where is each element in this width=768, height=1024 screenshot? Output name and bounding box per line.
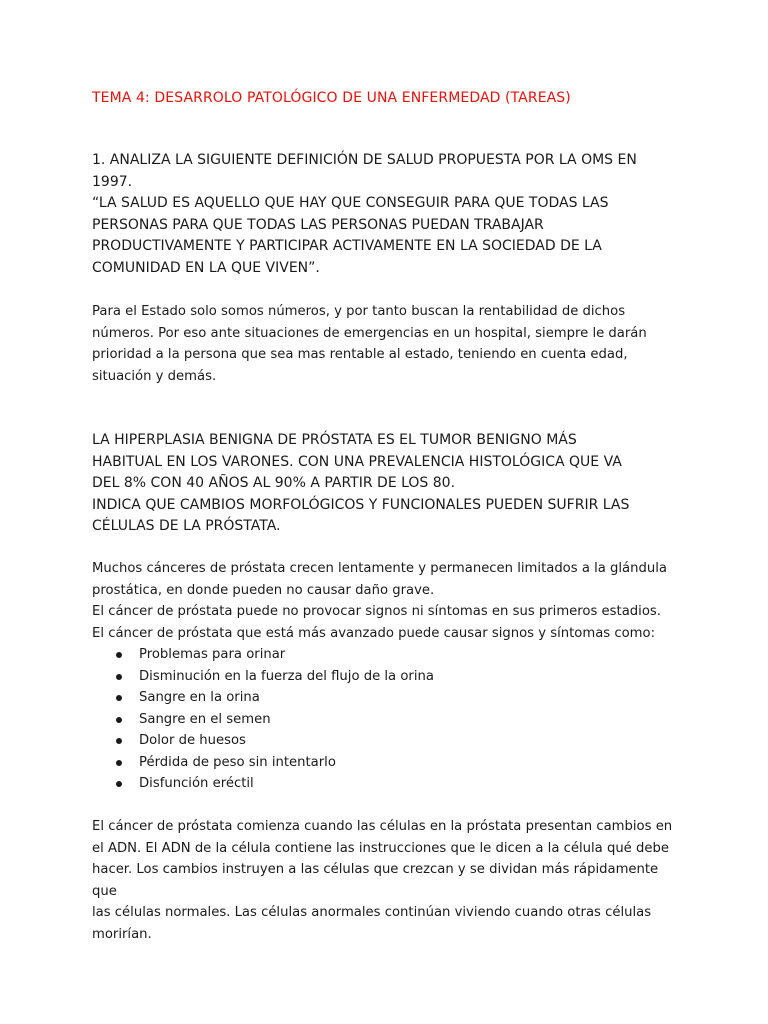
bullet-icon [116,674,122,680]
answer-2-line: prostática, en donde pueden no causar daño grave. [92,582,435,598]
symptom-text: Problemas para orinar [139,647,286,662]
answer-2-closing-line: morirían. [92,926,152,942]
answer-1-line: prioridad a la persona que sea mas rentable al estado, teniendo en cuenta edad, [92,347,628,363]
list-item [92,730,434,752]
list-item [92,773,434,795]
symptom-text: Pérdida de peso sin intentarlo [139,754,336,770]
bullet-icon [116,738,122,744]
question-1-line: 1. ANALIZA LA SIGUIENTE DEFINICIÓN DE SALUD PROPUESTA POR LA OMS EN [92,152,637,168]
question-2-line: DEL 8% CON 40 AÑOS AL 90% A PARTIR DE LOS 80. [92,475,456,492]
question-2-line: INDICA QUE CAMBIOS MORFOLÓGICOS Y FUNCIONALES PUEDEN SUFRIR LAS [92,496,630,513]
symptom-text: Disfunción eréctil [139,776,254,791]
question-2-line: CÉLULAS DE LA PRÓSTATA. [92,518,281,535]
answer-2-closing-line: las células normales. Las células anormales continúan viviendo cuando otras células [92,905,652,921]
question-1-line: 1997. [92,173,133,190]
bullet-icon [116,717,122,723]
symptom-list [92,644,434,795]
answer-1-line: situación y demás. [92,368,217,384]
question-2-line: HABITUAL EN LOS VARONES. CON UNA PREVALENCIA HISTOLÓGICA QUE VA [92,453,622,470]
bullet-icon [116,781,122,787]
answer-2-line: Muchos cánceres de próstata crecen lentamente y permanecen limitados a la glándula [92,561,667,576]
list-item [92,644,434,666]
question-2-line: LA HIPERPLASIA BENIGNA DE PRÓSTATA ES EL TUMOR BENIGNO MÁS [92,432,577,448]
bullet-icon [116,760,122,766]
symptom-text: Sangre en el semen [139,711,271,727]
question-1-line: COMUNIDAD EN LA QUE VIVEN”. [92,259,320,276]
question-1 [92,150,652,280]
list-item [92,709,434,731]
answer-1 [92,301,680,387]
list-item [92,752,434,774]
answer-1-line: números. Por eso ante situaciones de emergencias en un hospital, siempre le darán [92,325,647,341]
answer-2-closing-line: El cáncer de próstata comienza cuando las células en la próstata presentan cambios en [92,819,673,834]
question-1-line: PRODUCTIVAMENTE Y PARTICIPAR ACTIVAMENTE EN LA SOCIEDAD DE LA [92,238,602,255]
question-2 [92,430,652,538]
answer-2-line: El cáncer de próstata puede no provocar signos ni síntomas en sus primeros estadios. [92,604,661,620]
list-item [92,687,434,709]
answer-2-closing-line: hacer. Los cambios instruyen a las células que crezcan y se dividan más rápidamente que [92,862,659,899]
list-item [92,666,434,688]
question-1-line: “LA SALUD ES AQUELLO QUE HAY QUE CONSEGUIR PARA QUE TODAS LAS [92,195,609,212]
answer-2-line: El cáncer de próstata que está más avanzado puede causar signos y síntomas como: [92,625,656,641]
symptom-text: Sangre en la orina [139,690,260,705]
symptom-text: Disminución en la fuerza del flujo de la orina [139,668,434,684]
bullet-icon [116,652,122,658]
answer-2-closing-line: el ADN. El ADN de la célula contiene las instrucciones que le dicen a la célula qué debe [92,840,669,856]
document-title: TEMA 4: DESARROLO PATOLÓGICO DE UNA ENFERMEDAD (TAREAS) [92,90,571,106]
symptom-text: Dolor de huesos [139,733,246,748]
answer-2-closing [92,816,680,946]
answer-1-line: Para el Estado solo somos números, y por tanto buscan la rentabilidad de dichos [92,304,626,319]
question-1-line: PERSONAS PARA QUE TODAS LAS PERSONAS PUEDAN TRABAJAR [92,216,544,233]
bullet-icon [116,695,122,701]
answer-2-intro [92,558,680,644]
